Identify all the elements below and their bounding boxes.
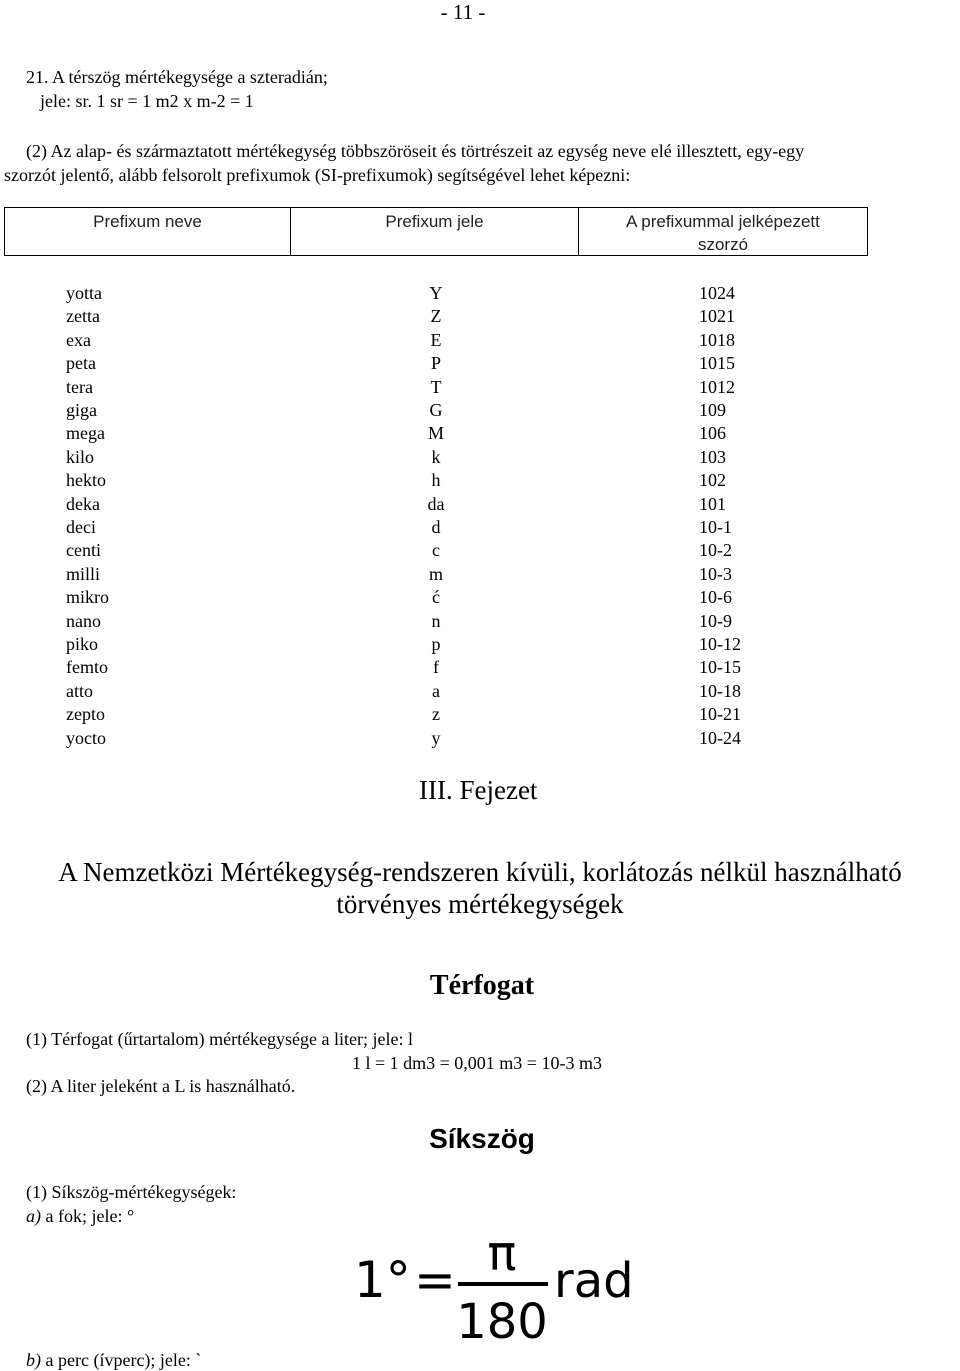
degree-formula [352, 1222, 642, 1347]
volume-line2: (2) A liter jeleként a L is használható. [26, 1076, 296, 1096]
table-row [0, 680, 960, 703]
prefix-name: yotta [66, 283, 102, 303]
prefix-symbol: G [429, 400, 443, 420]
prefix-factor: 109 [699, 400, 726, 420]
table-row [0, 610, 960, 633]
prefix-name: hekto [66, 470, 106, 491]
prefix-name: zepto [66, 704, 105, 725]
prefix-factor: 103 [699, 446, 726, 467]
formula-numerator: π [487, 1226, 517, 1282]
prefix-symbol: E [430, 329, 442, 350]
table-row [0, 656, 960, 679]
chapter-subtitle: A Nemzetközi Mértékegység-rendszeren kívüli, korlátozás nélkül használható törvényes mértékegységek [58, 857, 902, 919]
table-row [0, 633, 960, 656]
prefix-factor: 1012 [699, 376, 735, 397]
prefix-name: mikro [66, 587, 109, 608]
prefix-name: mega [66, 423, 105, 444]
table-row [0, 493, 960, 516]
table-row [0, 352, 960, 375]
prefix-factor: 10-12 [699, 634, 741, 654]
prefix-symbol: k [431, 446, 441, 467]
prefix-name: exa [66, 329, 91, 350]
prefix-symbol: T [430, 376, 442, 397]
page-number: - 11 - [440, 0, 486, 24]
prefix-name: piko [66, 634, 99, 654]
plane-angle-item-a [26, 1205, 134, 1227]
table-row [0, 469, 960, 492]
prefix-name: femto [66, 657, 108, 678]
prefix-factor: 10-2 [699, 540, 732, 561]
table-row [0, 329, 960, 352]
prefix-factor: 10-21 [699, 704, 741, 725]
prefix-symbol: Z [430, 306, 442, 327]
prefix-name: deka [66, 493, 100, 514]
formula-equals: = [414, 1251, 456, 1309]
table-row [0, 539, 960, 562]
header-prefix-symbol: Prefixum jele [290, 207, 579, 256]
formula-denominator: 180 [456, 1294, 548, 1347]
prefix-symbol: d [431, 517, 441, 537]
prefix-name: kilo [66, 446, 95, 467]
table-row [0, 703, 960, 726]
volume-equation: 1 l = 1 dm3 = 0,001 m3 = 10-3 m3 [352, 1053, 602, 1073]
item-a-text: a fok; jele: ° [41, 1206, 135, 1226]
volume-heading: Térfogat [429, 970, 535, 1001]
table-row [0, 563, 960, 586]
prefix-factor: 1021 [699, 306, 735, 327]
table-row [0, 422, 960, 445]
volume-line1: (1) Térfogat (űrtartalom) mértékegysége a liter; jele: l [26, 1029, 413, 1049]
item-b-text: a perc (ívperc); jele: ` [41, 1350, 202, 1370]
prefix-factor: 10-15 [699, 657, 741, 678]
prefix-symbol: Y [429, 283, 443, 303]
formula-fraction-bar [458, 1282, 548, 1286]
item21-line2: jele: sr. 1 sr = 1 m2 x m-2 = 1 [40, 91, 254, 111]
prefix-factor: 10-6 [699, 587, 732, 608]
table-row [0, 399, 960, 422]
table-row [0, 305, 960, 328]
plane-angle-line1: (1) Síkszög-mértékegységek: [26, 1182, 237, 1202]
prefix-factor: 10-18 [699, 680, 741, 701]
prefix-name: zetta [66, 306, 100, 327]
prefix-symbol: f [433, 657, 439, 678]
prefix-factor: 1018 [699, 329, 735, 350]
prefix-symbol: z [432, 704, 440, 725]
prefix-symbol: y [431, 727, 441, 748]
chapter-title: III. Fejezet [419, 775, 538, 805]
prefix-symbol: h [431, 470, 441, 491]
para2-line2: szorzót jelentő, alább felsorolt prefixumok (SI-prefixumok) segítségével lehet képezni: [4, 165, 631, 185]
prefix-symbol: da [427, 493, 445, 514]
table-row [0, 446, 960, 469]
prefix-name: giga [66, 400, 97, 420]
prefix-symbol: n [431, 610, 441, 631]
prefix-name: deci [66, 517, 96, 537]
prefix-factor: 1015 [699, 353, 735, 374]
prefix-symbol: a [432, 680, 440, 701]
prefix-name: atto [66, 680, 93, 701]
prefix-factor: 10-1 [699, 517, 732, 537]
prefix-symbol: p [431, 634, 441, 654]
prefix-name: tera [66, 376, 93, 397]
item21-line1: 21. A térszög mértékegysége a szteradián; [26, 67, 328, 87]
prefix-name: nano [66, 610, 101, 631]
prefix-symbol: P [430, 353, 441, 374]
header-prefix-name: Prefixum neve [4, 207, 291, 256]
prefix-symbol: m [428, 563, 443, 584]
plane-angle-item-b [26, 1349, 201, 1371]
prefix-name: yocto [66, 727, 106, 748]
prefix-factor: 101 [699, 493, 726, 514]
header-prefix-factor [578, 207, 868, 256]
item-a-label: a) [26, 1206, 41, 1226]
prefix-factor: 102 [699, 470, 726, 491]
prefix-name: milli [66, 563, 101, 584]
table-row [0, 376, 960, 399]
header-prefix-factor-text: A prefixummal jelképezett szorzó [626, 212, 820, 254]
prefix-name: centi [66, 540, 101, 561]
plane-angle-heading: Síkszög [429, 1123, 535, 1154]
formula-lhs: 1° [354, 1251, 411, 1309]
prefix-symbol: ć [432, 587, 440, 608]
table-row [0, 586, 960, 609]
prefix-symbol: M [427, 423, 444, 444]
prefix-factor: 10-24 [699, 727, 741, 748]
prefix-name: peta [66, 353, 96, 374]
table-row [0, 727, 960, 750]
prefix-factor: 10-9 [699, 610, 732, 631]
prefix-symbol: c [432, 540, 440, 561]
prefix-factor: 1024 [699, 283, 735, 303]
table-row [0, 282, 960, 305]
item-b-label: b) [26, 1350, 41, 1370]
table-row [0, 516, 960, 539]
formula-unit: rad [554, 1253, 634, 1309]
prefix-factor: 10-3 [699, 563, 732, 584]
prefix-factor: 106 [699, 423, 726, 444]
para2-line1: (2) Az alap- és származtatott mértékegység többszöröseit és törtrészeit az egység neve elé illesztett, egy-egy [26, 141, 805, 161]
